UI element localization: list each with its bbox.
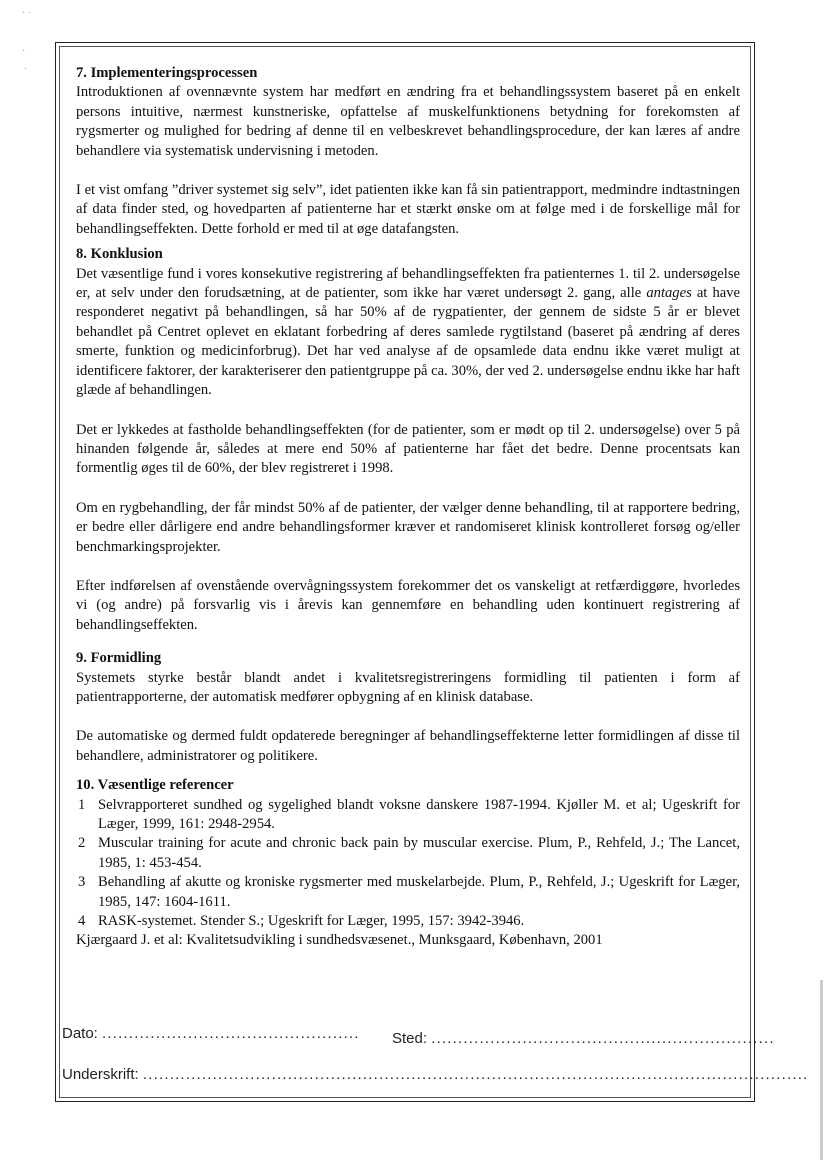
section-heading: 8. Konklusion	[76, 246, 163, 263]
section-heading: 7. Implementeringsprocessen	[76, 65, 258, 81]
paragraph-text: Det væsentlige fund i vores konsekutive registrering af behandlingseffekten fra patienternes 1. til 2. undersøgelse er, at selv under den forudsætning, at de patienter, som ikke har været undersøgt 2. gang, alle	[76, 265, 740, 302]
paragraph: I et vist omfang ”driver systemet sig selv”, idet patienten ikke kan få sin patientrapport, medmindre indtastningen af data finder sted, og hovedparten af patienterne har et stærkt ønske om at følge med i de forskellige mål for behandlingseffekten. Dette forhold er med til at øge datafangsten.	[76, 182, 740, 237]
signature-dots: ............................................................................................................................	[142, 1066, 809, 1083]
section-conclusion	[76, 245, 740, 635]
reference-number: 2	[78, 835, 86, 852]
section-references	[76, 776, 740, 951]
reference-number: 4	[78, 913, 86, 930]
reference-text: Selvrapporteret sundhed og sygelighed blandt voksne danskere 1987-1994. Kjøller M. et al; Ugeskrift for Læger, 1999, 161: 2948-2954.	[98, 796, 740, 832]
signature-label: Underskrift:	[62, 1066, 139, 1083]
reference-list	[76, 796, 740, 932]
emphasized-word: antages	[646, 285, 692, 302]
paragraph	[76, 265, 740, 401]
section-heading: 9. Formidling	[76, 650, 162, 667]
place-dots: ................................................................	[431, 1030, 775, 1047]
reference-item	[76, 873, 740, 912]
reference-text: Behandling af akutte og kroniske rygsmerter med muskelarbejde. Plum, P., Rehfeld, J.; Ugeskrift for Læger, 1985, 147: 1604-1611.	[98, 874, 740, 910]
date-field[interactable]	[62, 1025, 392, 1042]
signature-field[interactable]	[62, 1066, 809, 1083]
reference-text: Muscular training for acute and chronic back pain by muscular exercise. Plum, P., Rehfeld, J.; The Lancet, 1985, 1: 453-454.	[98, 835, 740, 871]
scan-edge	[820, 980, 823, 1160]
paragraph: Efter indførelsen af ovenstående overvågningssystem forekommer det os vanskeligt at retfærdiggøre, hvorledes vi (og andre) på forsvarlig vis i årevis kan gennemføre en behandling uden kontinuert registrering af behandlingseffekten.	[76, 577, 740, 633]
paragraph: Introduktionen af ovennævnte system har medført en ændring fra et behandlingssystem baseret på en enkelt persons intuitive, nærmest kunstneriske, opfattelse af muskelfunktionens betydning for forekomsten af rygsmerter og mulighed for bedring af denne til en velbeskrevet behandlingsprocedure, der kan læres af andre behandlere via systematisk undervisning i metoden.	[76, 84, 740, 159]
date-label: Dato:	[62, 1025, 98, 1042]
paragraph: De automatiske og dermed fuldt opdaterede beregninger af behandlingseffekterne letter formidlingen af disse til behandlere, administratorer og politikere.	[76, 728, 740, 764]
reference-text: RASK-systemet. Stender S.; Ugeskrift for Læger, 1995, 157: 3942-3946.	[98, 913, 525, 930]
paragraph: Om en rygbehandling, der får mindst 50% af de patienter, der vælger denne behandling, til at rapportere bedring, er bedre eller dårligere end andre behandlingsformer kræver et randomiseret klinisk kontrolleret forsøg og/eller benchmarkingsprojekter.	[76, 499, 740, 555]
section-dissemination	[76, 649, 740, 766]
reference-item	[76, 796, 740, 835]
paragraph-text: at have responderet negativt på behandlingen, så har 50% af de rygpatienter, der gennem de sidste 5 år er blevet behandlet på Centret oplevet en eklatant forbedring af deres samlede rygtilstand (baseret på ændring af deres smerte, funktion og medicinforbrug). Det har ved analyse af de opsamlede data endnu ikke været muligt at identificere faktorer, der karakteriserer den patientgruppe på ca. 30%, der ved 2. undersøgelse endnu ikke har haft glæde af behandlingen.	[76, 285, 740, 399]
reference-item	[76, 912, 740, 931]
scan-speck: ·	[24, 64, 28, 75]
reference-item	[76, 834, 740, 873]
section-heading: 10. Væsentlige referencer	[76, 777, 234, 794]
paragraph: Systemets styrke består blandt andet i kvalitetsregistreringens formidling til patienten i form af patientrapporterne, der automatisk medfører opbygning af en klinisk database.	[76, 669, 740, 705]
reference-extra: Kjærgaard J. et al: Kvalitetsudvikling i sundhedsvæsenet., Munksgaard, København, 2001	[76, 932, 603, 949]
reference-number: 3	[78, 874, 86, 891]
reference-number: 1	[78, 796, 86, 813]
scan-speck: ·	[22, 46, 26, 57]
date-dots: ................................................	[102, 1025, 360, 1042]
place-field[interactable]	[392, 1030, 775, 1047]
document-body	[76, 64, 740, 951]
scan-speck: · ·	[22, 8, 32, 19]
place-label: Sted:	[392, 1030, 428, 1047]
paragraph: Det er lykkedes at fastholde behandlingseffekten (for de patienter, som er mødt op til 2. undersøgelse) over 5 på hinanden følgende år, således at mere end 50% af patienterne har fået det bedre. Denne procentsats kan formentlig øges til de 60%, der blev registreret i 1998.	[76, 421, 740, 477]
section-implementation	[76, 64, 740, 239]
